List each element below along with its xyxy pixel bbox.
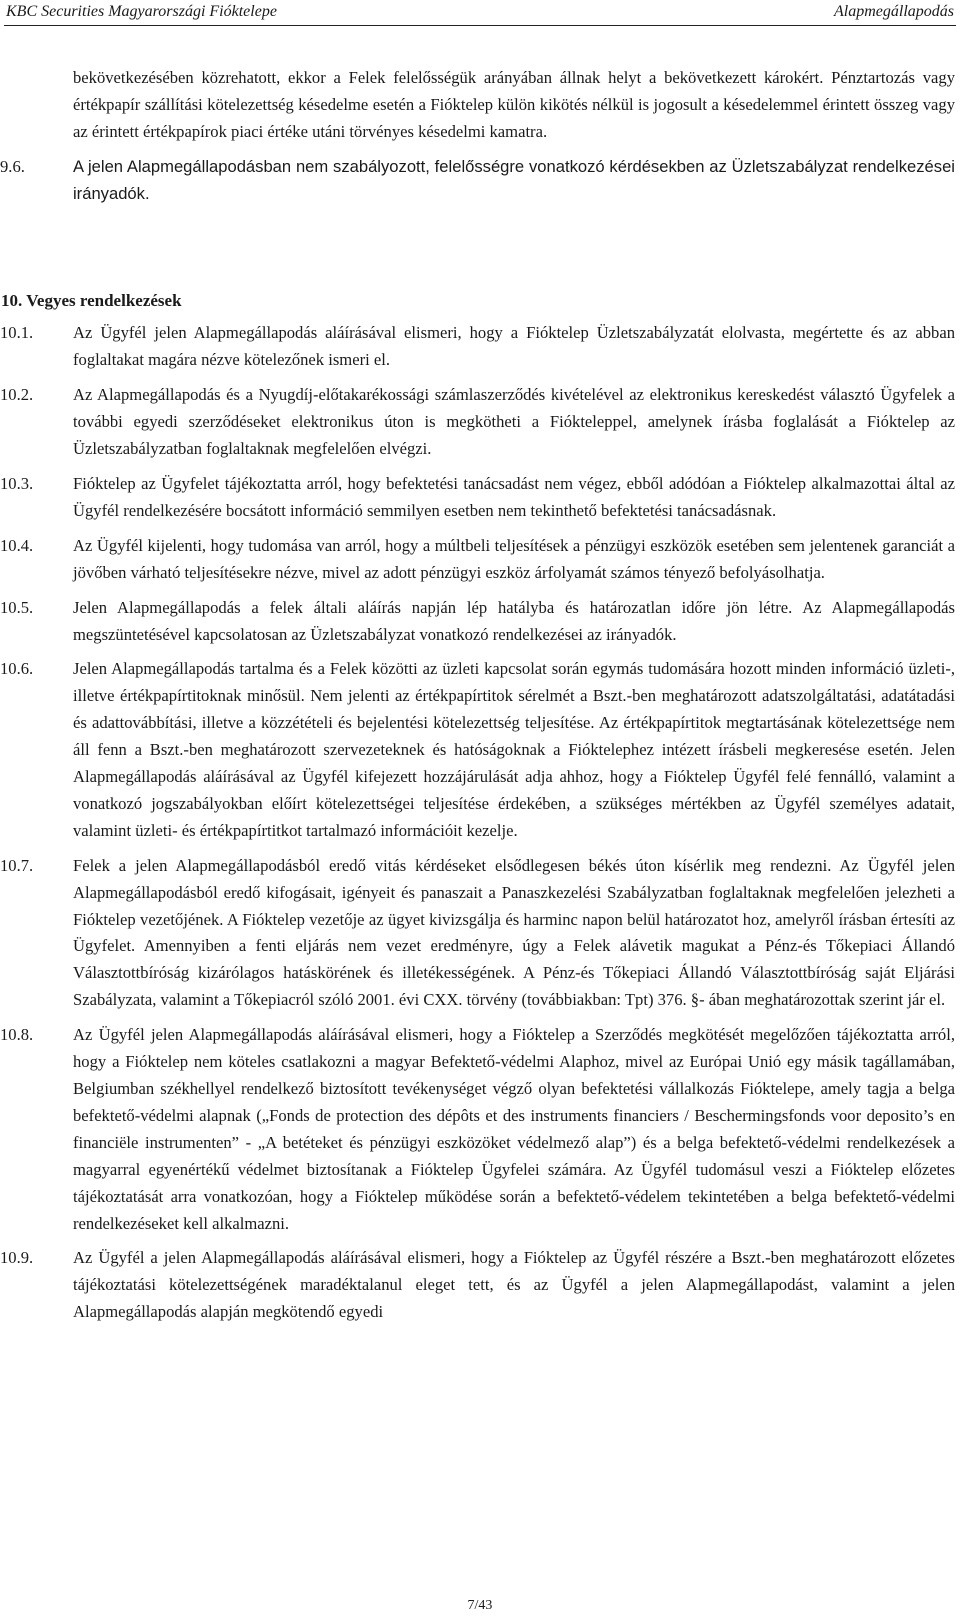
item-number: 10.5. [0,597,34,617]
item-text: A jelen Alapmegállapodásban nem szabályozott, felelősségre vonatkozó kérdésekben az Üzletszabályzat rendelkezései irányadók. [73,156,955,203]
item-text: Az Ügyfél jelen Alapmegállapodás aláírásával elismeri, hogy a Fióktelep Üzletszabályzatát elolvasta, megértette és az abban foglaltakat magára nézve kötelezőnek ismeri el. [73,323,955,370]
header-rule [4,25,956,26]
header-company: KBC Securities Magyarországi Fióktelepe [6,3,277,20]
item-number: 10.1. [0,323,34,343]
item-9-6 [0,154,955,208]
item-text: Fióktelep az Ügyfelet tájékoztatta arról, hogy befektetési tanácsadást nem végez, ebből adódóan a Fióktelep alkalmazottai által az Ügyfél rendelkezésére bocsátott információ semmilyen esetben nem tekinthető befektetési tanácsadásnak. [73,473,955,520]
item-10-9 [0,1245,955,1326]
item-number: 10.6. [0,659,34,679]
item-10-3 [0,471,955,525]
item-number: 10.3. [0,473,34,493]
item-text: Jelen Alapmegállapodás tartalma és a Felek közötti az üzleti kapcsolat során egymás tudomására hozott minden információ üzleti-, illetve értékpapírtitoknak minősül. Nem jelenti az értékpapírtitok sérelmét a Bszt.-ben meghatározott adatszolgáltatási, adatátadási és adattovábbítási, illetve a közzétételi és bejelentési kötelezettség teljesítése. Az értékpapírtitok megtartásának kötelezettsége nem áll fenn a Bszt.-ben meghatározott szervezeteknek és hatóságoknak a Fióktelephez intézett írásbeli megkeresése esetén. Jelen Alapmegállapodás aláírásával az Ügyfél kifejezett hozzájárulását adja ahhoz, hogy a Fióktelep Ügyfél felé fennálló, valamint a vonatkozó jogszabályokban előírt kötelezettségei teljesítése érdekében, a szükséges mértékben az Ügyfél személyes adatait, valamint üzleti- és értékpapírtitkot tartalmazó információit kezelje. [73,659,955,840]
item-text: Az Ügyfél kijelenti, hogy tudomása van arról, hogy a múltbeli teljesítések a pénzügyi eszközök esetében sem jelentenek garanciát a jövőben várható teljesítésekre nézve, mivel az adott pénzügyi eszköz árfolyamát számos tényező befolyásolhatja. [73,535,955,582]
item-number: 10.8. [0,1025,34,1045]
item-10-4 [0,533,955,587]
item-10-7 [0,853,955,1014]
item-10-6 [0,656,955,844]
page-header [0,0,960,26]
section-title: 10. Vegyes rendelkezések [1,290,182,310]
item-text: Felek a jelen Alapmegállapodásból eredő vitás kérdéseket elsődlegesen békés úton kísérlik meg rendezni. Az Ügyfél jelen Alapmegállapodásból eredő kifogásait, igényeit és panaszait a Panaszkezelési Szabályzatban foglaltaknak megfelelően jelezheti a Fióktelep vezetőjének. A Fióktelep vezetője az ügyet kivizsgálja és harminc napon belül határozatot hoz, amelyről írásban értesíti az Ügyfelet. Amennyiben a fenti eljárás nem vezet eredményre, úgy a Felek alávetik magukat a Pénz-és Tőkepiaci Állandó Választottbíróság kizárólagos hatáskörének és illetékességének. A Pénz-és Tőkepiaci Állandó Választottbíróság saját Eljárási Szabályzata, valamint a Tőkepiacról szóló 2001. évi CXX. törvény (továbbiakban: Tpt) 376. §- ában meghatározottak szerint jár el. [73,855,955,1010]
item-10-1 [0,320,955,374]
item-text: Az Ügyfél a jelen Alapmegállapodás aláírásával elismeri, hogy a Fióktelep az Ügyfél részére a Bszt.-ben meghatározott előzetes tájékoztatási kötelezettségének maradéktalanul eleget tett, és az Ügyfél a jelen Alapmegállapodást, valamint a jelen Alapmegállapodás alapján megkötendő egyedi [73,1248,955,1322]
item-10-8 [0,1022,955,1237]
header-doc-title: Alapmegállapodás [834,3,954,20]
item-number: 10.2. [0,385,34,405]
item-text: Az Ügyfél jelen Alapmegállapodás aláírásával elismeri, hogy a Fióktelep a Szerződés megkötését megelőzően tájékoztatta arról, hogy a Fióktelep nem köteles csatlakozni a magyar Befektető-védelmi Alaphoz, mivel az Európai Unió egy másik tagállamában, Belgiumban székhellyel rendelkező biztosított tevékenységet végző olyan befektetési vállalkozás Fióktelepe, amely tagja a belga befektető-védelmi alapnak („Fonds de protection des dépôts et des instruments financiers / Beschermingsfonds voor deposito’s en financiële instrumenten” - „A betéteket és pénzügyi eszközöket védelmező alap”) és a belga befektető-védelmi rendelkezések a magyarral egyenértékű védelmet biztosítanak a Fióktelep Ügyfelei számára. Az Ügyfél tudomásul veszi a Fióktelep előzetes tájékoztatását arra vonatkozóan, hogy a Fióktelep működése során a befektető-védelem tekintetében a belga befektető-védelmi rendelkezéseket kell alkalmazni. [73,1025,955,1233]
item-text: Jelen Alapmegállapodás a felek általi aláírás napján lép hatályba és határozatlan időre jön létre. Az Alapmegállapodás megszüntetésével kapcsolatosan az Üzletszabályzat vonatkozó rendelkezései az irányadók. [73,597,955,644]
page-number: 7/43 [467,1598,493,1613]
item-number: 10.4. [0,535,34,555]
document-body [0,65,955,1334]
item-number: 9.6. [0,156,25,176]
item-10-5 [0,595,955,649]
item-text: Az Alapmegállapodás és a Nyugdíj-előtakarékossági számlaszerződés kivételével az elektronikus kereskedést választó Ügyfelek a további egyedi szerződéseket elektronikus úton is megkötheti a Fiókteleppel, amelynek írásba foglalását a Fióktelep az Üzletszabályzatban foglaltaknak megfelelően elvégzi. [73,385,955,459]
item-number: 10.7. [0,855,34,875]
intro-paragraph: bekövetkezésében közrehatott, ekkor a Felek felelősségük arányában állnak helyt a bekövetkezett károkért. Pénztartozás vagy értékpapír szállítási kötelezettség késedelme esetén a Fióktelep külön kikötés nélkül is jogosult a késedelemmel érintett összeg vagy az érintett értékpapírok piaci értéke utáni törvényes késedelmi kamatra. [73,68,955,141]
item-10-2 [0,382,955,463]
item-number: 10.9. [0,1248,34,1268]
